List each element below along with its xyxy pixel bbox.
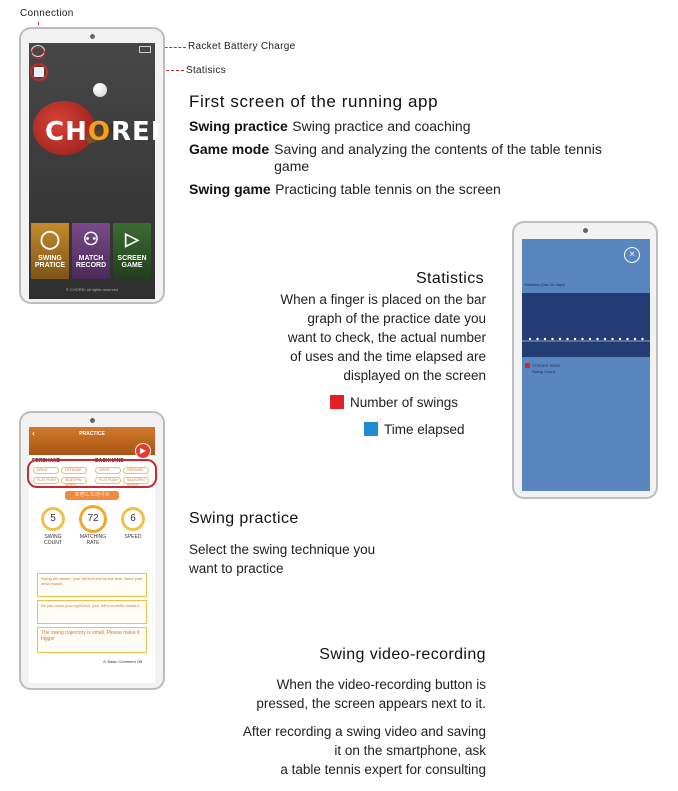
chart-point[interactable]: [559, 338, 561, 340]
tile-label: GAME: [121, 262, 143, 269]
chart-point[interactable]: [529, 338, 531, 340]
swing-option[interactable]: DRIVE: [95, 467, 121, 474]
tile-label: SCREEN: [117, 255, 147, 262]
tile-label: PRATICE: [34, 262, 66, 269]
legend-swings-label: Number of swings: [350, 395, 459, 410]
statistics-line: When a finger is placed on the bar: [280, 292, 486, 307]
statistics-line: displayed on the screen: [343, 368, 486, 383]
swing-practice-line: Select the swing technique you: [189, 542, 376, 557]
coaching-tip: The swing trajectory is small. Please make it bigger: [37, 627, 147, 653]
feature-text: Saving and analyzing the contents of the table tennis game: [274, 141, 602, 174]
action-banner: 포핸드 드라이브: [65, 491, 119, 500]
stats-chart-svg: [522, 293, 650, 357]
swing-option[interactable]: DEFENSE: [61, 467, 87, 474]
statistics-description: [186, 290, 486, 385]
statistics-line: want to check, the actual number: [287, 330, 486, 345]
coaching-tip: Swing the racket, your left foot will be the axis. Bend your wrist inward.: [37, 573, 147, 597]
home-screen: [29, 43, 162, 299]
feature-row: [189, 181, 659, 199]
video-line: When the video-recording button is: [276, 677, 486, 692]
legend-swings-swatch: [330, 395, 344, 409]
chart-point[interactable]: [566, 338, 568, 340]
coaching-tip: As you move your right foot, your left foot shifts forward.: [37, 600, 147, 624]
ball-image: [93, 83, 107, 97]
statistics-title: Statistics: [415, 270, 484, 287]
gauge-label-line: SPEED: [124, 534, 142, 540]
feature-label: Game mode: [189, 141, 270, 157]
swing-option[interactable]: BACKSPIN SERVE: [123, 477, 149, 484]
speed-gauge: 6: [121, 507, 145, 531]
legend-time-swatch: [364, 422, 378, 436]
feature-label: Swing game: [189, 181, 271, 197]
chart-point[interactable]: [589, 338, 591, 340]
check-icon: ⊙: [103, 659, 107, 664]
chart-point[interactable]: [551, 338, 553, 340]
chart-point[interactable]: [544, 338, 546, 340]
basic-comment-toggle[interactable]: [103, 659, 142, 664]
camera-dot: [90, 418, 95, 423]
connection-highlight: [31, 47, 45, 59]
video-description-2: [170, 722, 486, 779]
record-button[interactable]: ▶: [135, 443, 151, 459]
tile-label: RECORD: [75, 262, 107, 269]
gauge-label-line: SWING: [44, 534, 62, 540]
stats-legend-label: Swing Count: [532, 369, 555, 374]
tablet-statistics: [512, 221, 658, 499]
gauge-label-line: COUNT: [44, 540, 62, 546]
swing-option[interactable]: FLAT PUSH: [95, 477, 121, 484]
swing-option[interactable]: SIDESPIN SERVE: [61, 477, 87, 484]
feature-text: Swing practice and coaching: [292, 118, 471, 134]
forehand-label: FOREHAND: [32, 458, 61, 464]
matching-rate-gauge: 72: [79, 505, 107, 533]
swing-option[interactable]: FLAT PUSH: [33, 477, 59, 484]
chart-point[interactable]: [611, 338, 613, 340]
battery-label: Racket Battery Charge: [188, 41, 296, 52]
gauge-label: [73, 534, 113, 546]
section-title: First screen of the running app: [189, 92, 439, 111]
users-icon: ⚇: [82, 229, 100, 249]
video-line: it on the smartphone, ask: [334, 743, 486, 758]
tablet-practice: [19, 411, 165, 690]
racket-icon: ◯: [39, 229, 61, 249]
statistics-icon[interactable]: [34, 67, 44, 77]
gauge-label-line: RATE: [86, 540, 100, 546]
chart-point[interactable]: [619, 338, 621, 340]
chart-point[interactable]: [626, 338, 628, 340]
chart-point[interactable]: [641, 338, 643, 340]
stats-legend-swatch: [525, 363, 530, 368]
stats-legend-label: STROKE SWIN: [532, 363, 561, 368]
camera-dot: [90, 34, 95, 39]
video-description-1: [180, 675, 486, 713]
tablet-home: [19, 27, 165, 304]
gauge-label-line: MATCHING: [79, 534, 107, 540]
home-footer: © CHOREI all rights reserved: [65, 287, 119, 292]
video-line: After recording a swing video and saving: [242, 724, 486, 739]
video-line: pressed, the screen appears next to it.: [256, 696, 486, 711]
basic-comment-label: Basic Comment Off: [107, 659, 143, 664]
chart-point[interactable]: [634, 338, 636, 340]
match-record-button[interactable]: [72, 223, 110, 279]
practice-title: PRACTICE: [79, 431, 105, 437]
feature-row: [189, 141, 659, 175]
legend-time-label: Time elapsed: [384, 422, 465, 437]
practice-screen: [29, 427, 155, 683]
chart-dots: [529, 338, 644, 340]
stats-chart[interactable]: [522, 293, 650, 357]
battery-icon: [139, 46, 151, 53]
swing-option[interactable]: DRIVE: [33, 467, 59, 474]
logo-part: REI: [110, 117, 162, 147]
video-line: a table tennis expert for consulting: [280, 762, 486, 777]
swing-practice-button[interactable]: [31, 223, 69, 279]
chart-point[interactable]: [604, 338, 606, 340]
close-icon[interactable]: ×: [624, 247, 640, 263]
backhand-label: BACKHAND: [95, 458, 124, 464]
chart-point[interactable]: [596, 338, 598, 340]
screen-game-button[interactable]: [113, 223, 151, 279]
back-icon[interactable]: ‹: [32, 428, 35, 438]
stats-header: Statistics (last 30 days): [524, 282, 566, 287]
camera-dot: [583, 228, 588, 233]
video-title: Swing video-recording: [319, 646, 486, 663]
tile-label: MATCH: [78, 255, 104, 262]
statistics-label: Statisics: [186, 65, 226, 76]
swing-count-gauge: 5: [41, 507, 65, 531]
statistics-line: of uses and the time elapsed are: [290, 349, 486, 364]
swing-select-highlight: [27, 459, 157, 488]
swing-practice-title: Swing practice: [189, 510, 299, 527]
feature-text: Practicing table tennis on the screen: [275, 181, 501, 197]
swing-practice-line: want to practice: [189, 561, 284, 576]
logo-part: O: [87, 117, 111, 147]
feature-label: Swing practice: [189, 118, 288, 134]
swing-option[interactable]: DEFENSE: [123, 467, 149, 474]
feature-row: [189, 118, 659, 136]
app-logo: [45, 117, 161, 147]
statistics-screen: [522, 239, 650, 491]
chart-point[interactable]: [581, 338, 583, 340]
connection-label: Connection: [20, 8, 74, 19]
gauge-label: [33, 534, 73, 546]
chart-point[interactable]: [574, 338, 576, 340]
statistics-line: graph of the practice date you: [307, 311, 486, 326]
swing-practice-description: [189, 540, 375, 578]
gauge-label: [113, 534, 153, 540]
logo-part: CH: [45, 117, 88, 147]
chart-point[interactable]: [536, 338, 538, 340]
tile-label: SWING: [38, 255, 62, 262]
play-icon: ▷: [125, 229, 139, 249]
